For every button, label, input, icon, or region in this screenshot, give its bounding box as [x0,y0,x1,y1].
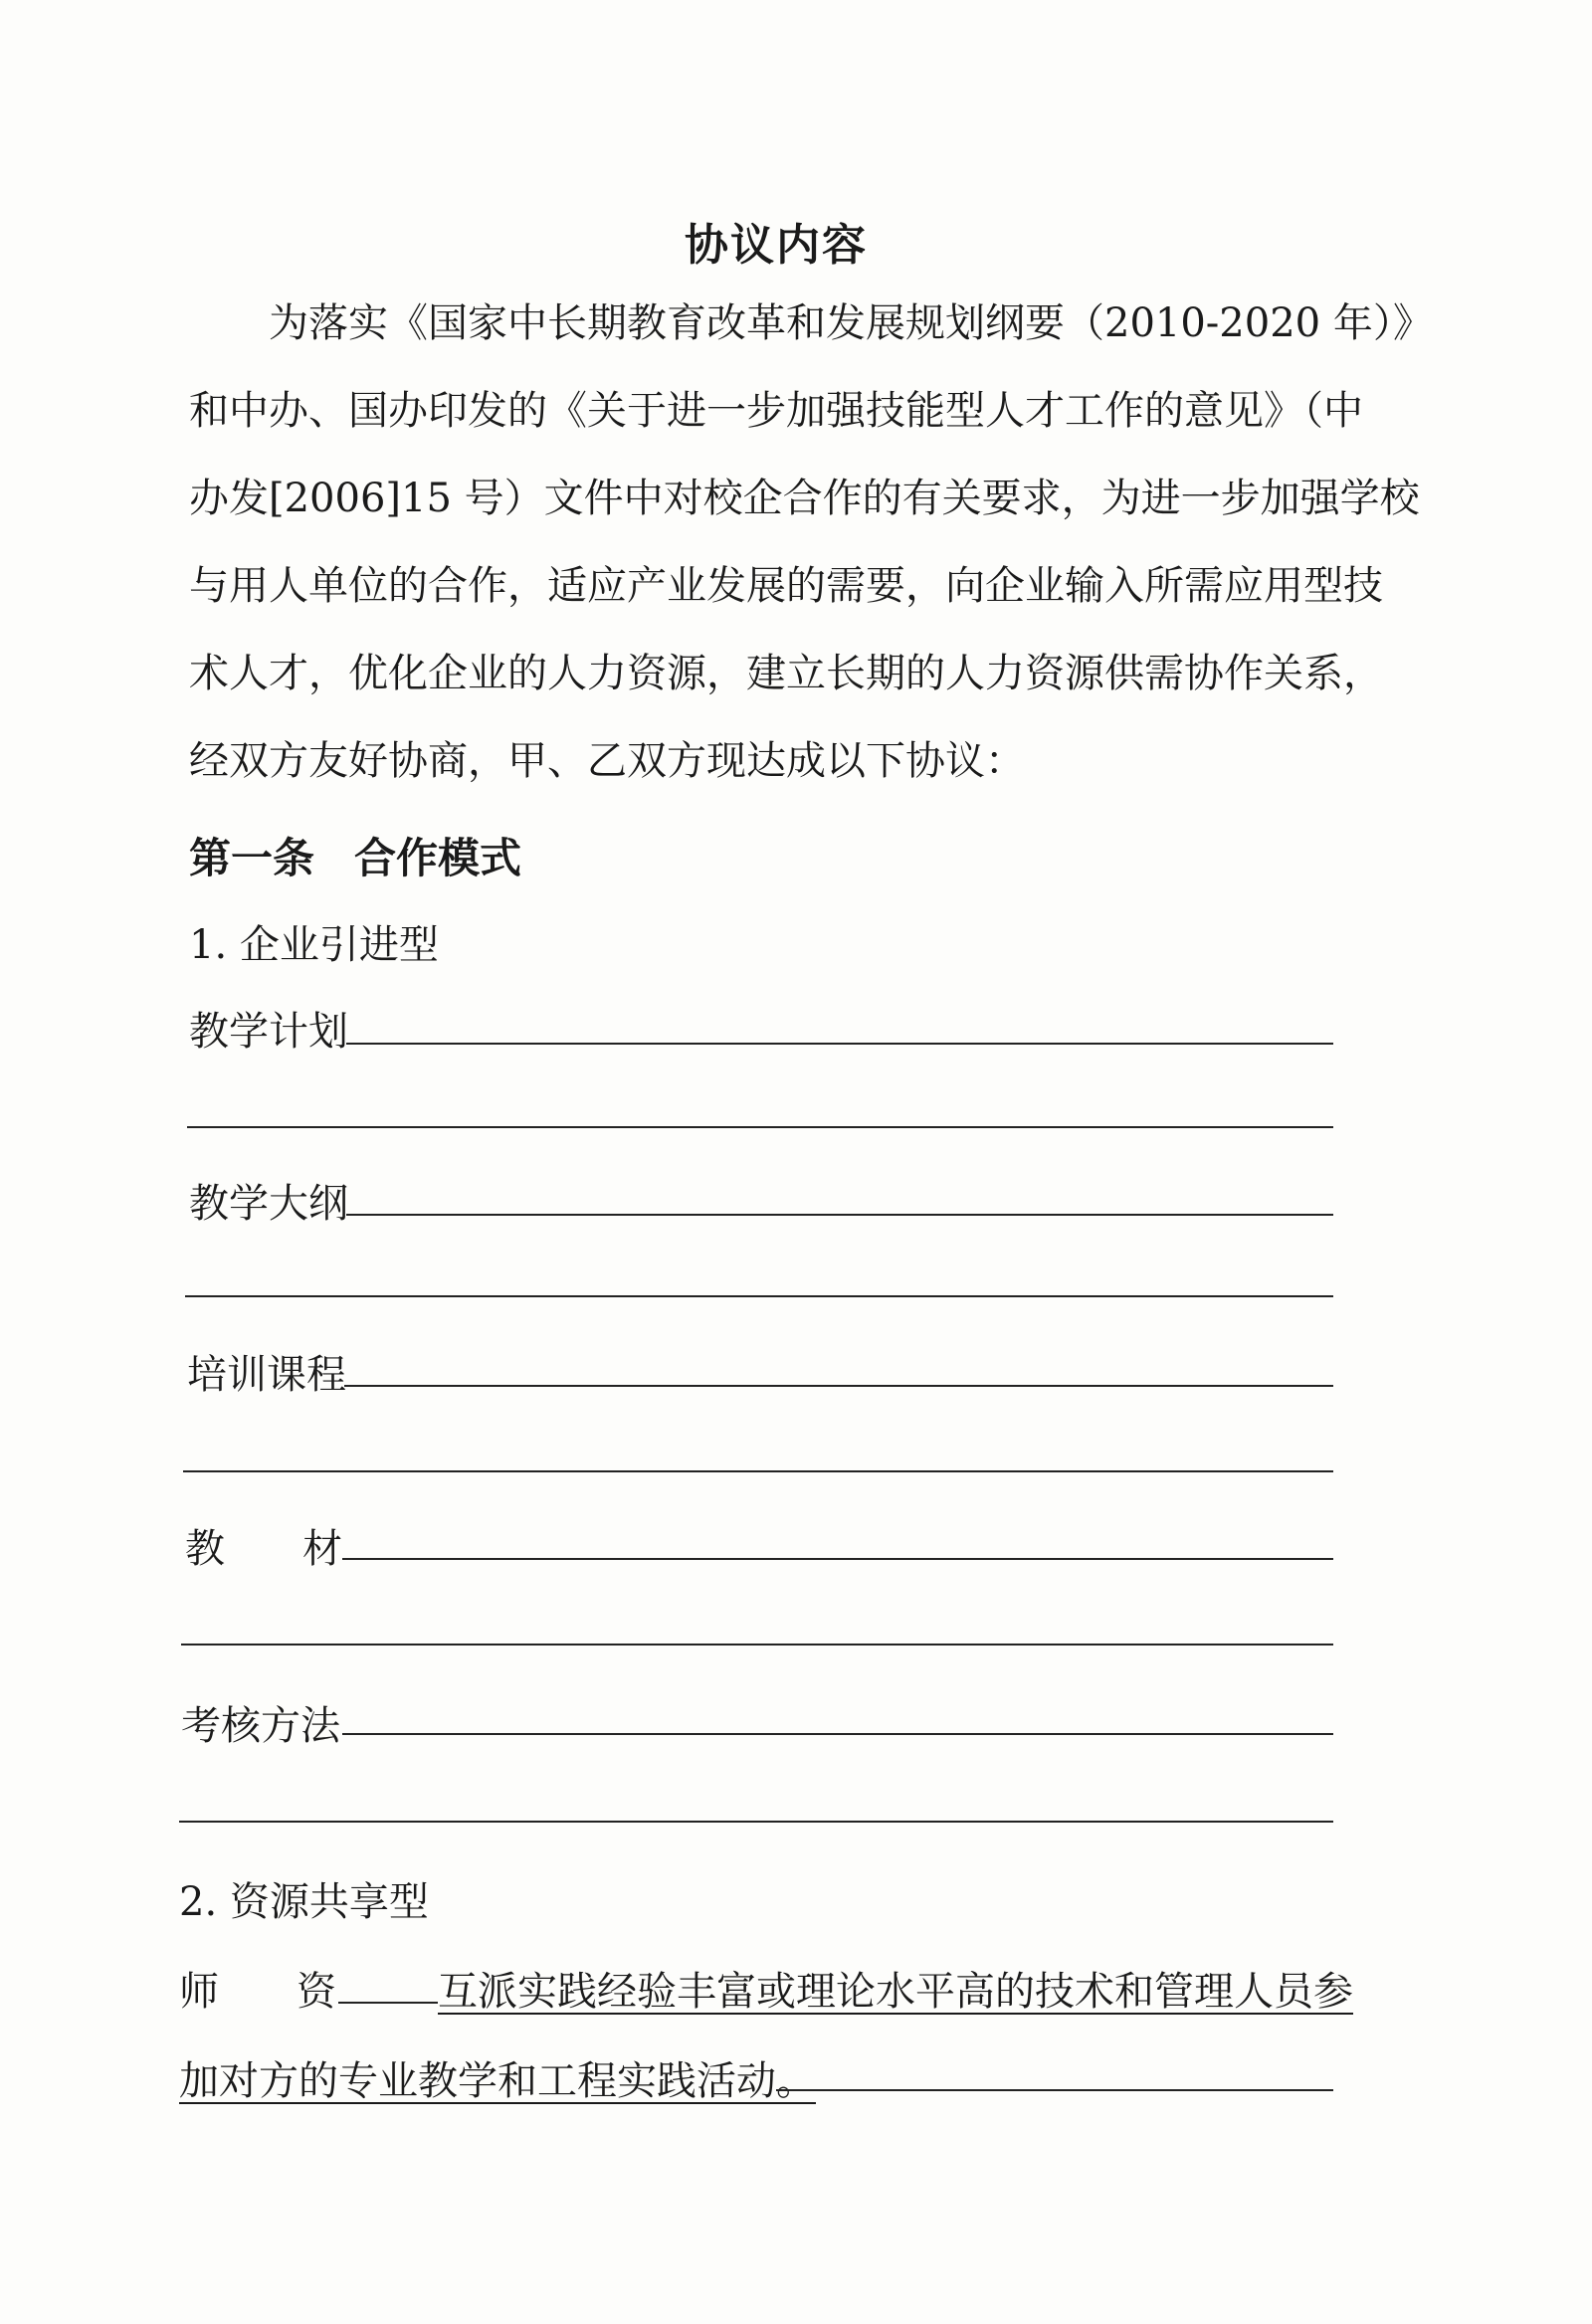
intro-line-1: 为落实《国家中长期教育改革和发展规划纲要（2010-2020 年）》 [269,300,1433,346]
syllabus-label: 教学大纲 [189,1181,348,1227]
training-courses-line-1[interactable] [344,1385,1333,1387]
syllabus-line-1[interactable] [346,1214,1333,1216]
teaching-plan-label: 教学计划 [189,1009,348,1055]
training-courses-label: 培训课程 [187,1352,346,1398]
textbook-line-1[interactable] [342,1558,1333,1560]
article-name: 合作模式 [354,834,522,882]
intro-line-4: 与用人单位的合作，适应产业发展的需要，向企业输入所需应用型技 [189,563,1383,609]
section-1-title: 1. 企业引进型 [189,922,439,968]
intro-line-2: 和中办、国办印发的《关于进一步加强技能型人才工作的意见》（中 [189,388,1363,434]
textbook-line-2[interactable] [181,1644,1333,1646]
syllabus-line-2[interactable] [185,1295,1333,1297]
article-heading [189,826,521,885]
assessment-line-1[interactable] [342,1733,1333,1735]
assessment-line-2[interactable] [179,1821,1333,1823]
faculty-label-second: 资 [297,1969,336,2015]
training-courses-line-2[interactable] [183,1470,1333,1472]
faculty-line-lead [338,2002,438,2004]
teaching-plan-line-2[interactable] [187,1126,1333,1128]
textbook-label-first: 教 [185,1526,225,1572]
intro-line-3: 办发[2006]15 号）文件中对校企合作的有关要求，为进一步加强学校 [189,476,1420,521]
intro-line-5: 术人才，优化企业的人力资源，建立长期的人力资源供需协作关系， [189,651,1383,696]
faculty-label-first: 师 [179,1969,219,2015]
article-number: 第一条 [189,834,315,882]
assessment-label: 考核方法 [181,1703,340,1749]
faculty-text-line-1: 互派实践经验丰富或理论水平高的技术和管理人员参 [438,1969,1353,2015]
page-title: 协议内容 [685,220,868,271]
textbook-label-second: 材 [302,1526,342,1572]
intro-line-6: 经双方友好协商，甲、乙双方现达成以下协议： [189,738,1025,784]
section-2-title: 2. 资源共享型 [179,1879,429,1925]
faculty-line-tail [776,2089,1333,2091]
faculty-text-line-2: 加对方的专业教学和工程实践活动。 [179,2058,816,2104]
teaching-plan-line-1[interactable] [346,1043,1333,1045]
